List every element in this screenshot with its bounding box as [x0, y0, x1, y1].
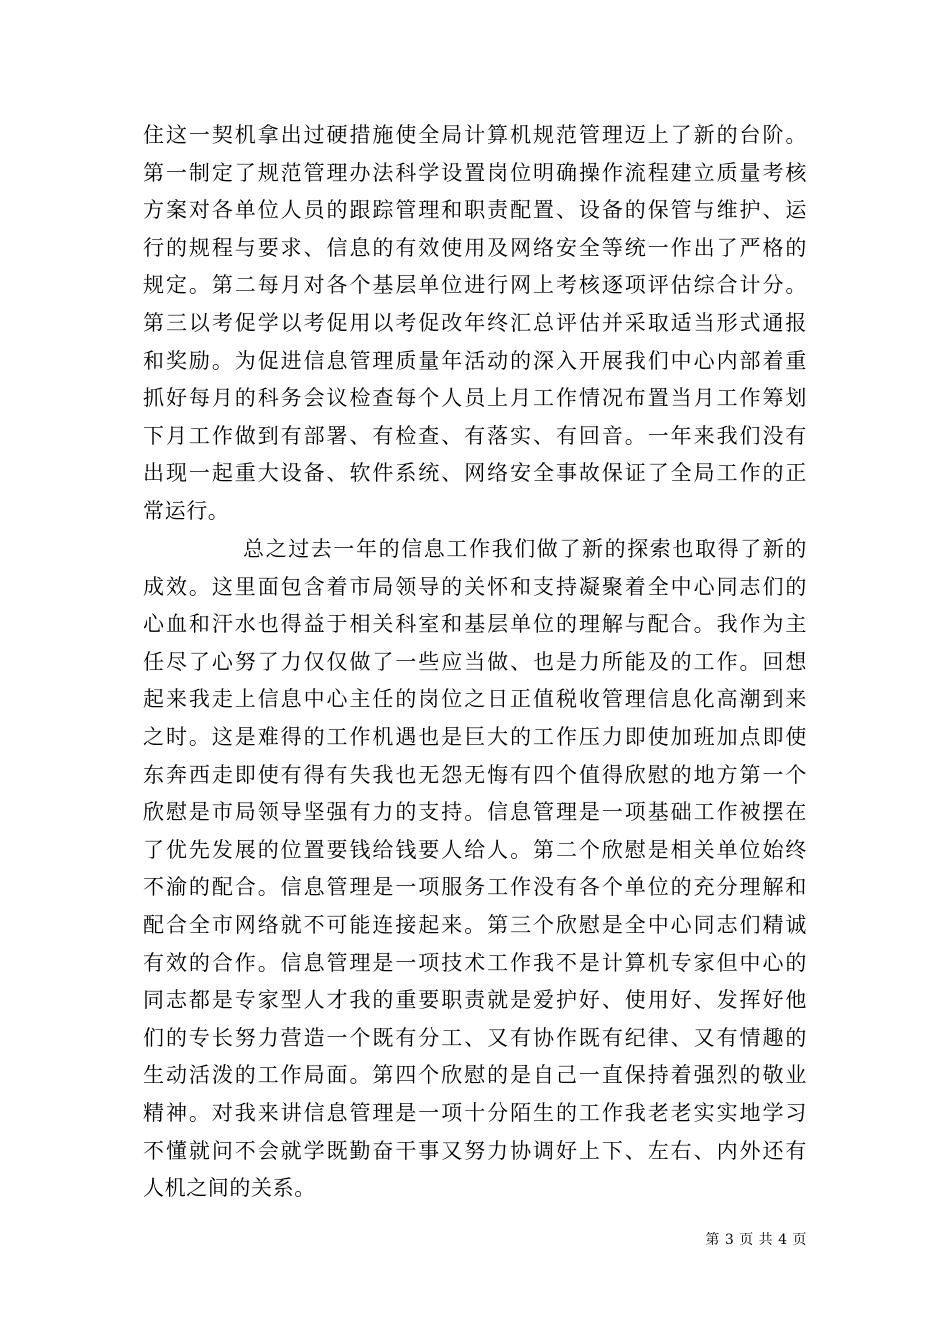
text-line: 东奔西走即使有得有失我也无怨无悔有四个值得欣慰的地方第一个	[143, 762, 807, 787]
text-line: 欣慰是市局领导坚强有力的支持。信息管理是一项基础工作被摆在	[143, 800, 807, 825]
paragraph-2	[143, 531, 807, 1208]
paragraph-1	[143, 117, 807, 531]
text-line: 行的规程与要求、信息的有效使用及网络安全等统一作出了严格的	[143, 235, 807, 260]
text-line: 配合全市网络就不可能连接起来。第三个欣慰是全中心同志们精诚	[143, 912, 807, 937]
text-line: 心血和汗水也得益于相关科室和基层单位的理解与配合。我作为主	[143, 612, 807, 637]
text-line: 任尽了心努了力仅仅做了一些应当做、也是力所能及的工作。回想	[143, 649, 807, 674]
text-line: 起来我走上信息中心主任的岗位之日正值税收管理信息化高潮到来	[143, 687, 807, 712]
text-line: 生动活泼的工作局面。第四个欣慰的是自己一直保持着强烈的敬业	[143, 1063, 807, 1088]
text-line: 人机之间的关系。	[143, 1176, 316, 1201]
text-line: 和奖励。为促进信息管理质量年活动的深入开展我们中心内部着重	[143, 348, 807, 373]
text-line: 出现一起重大设备、软件系统、网络安全事故保证了全局工作的正	[143, 461, 807, 486]
text-line: 同志都是专家型人才我的重要职责就是爱护好、使用好、发挥好他	[143, 988, 807, 1013]
text-line: 不懂就问不会就学既勤奋干事又努力协调好上下、左右、内外还有	[143, 1138, 807, 1163]
page-number-footer: 第 3 页 共 4 页	[705, 1232, 807, 1248]
text-line: 之时。这是难得的工作机遇也是巨大的工作压力即使加班加点即使	[143, 724, 807, 749]
text-line: 不渝的配合。信息管理是一项服务工作没有各个单位的充分理解和	[143, 875, 807, 900]
text-line: 有效的合作。信息管理是一项技术工作我不是计算机专家但中心的	[143, 950, 807, 975]
text-line: 成效。这里面包含着市局领导的关怀和支持凝聚着全中心同志们的	[143, 574, 807, 599]
text-line: 精神。对我来讲信息管理是一项十分陌生的工作我老老实实地学习	[143, 1100, 807, 1125]
text-line: 了优先发展的位置要钱给钱要人给人。第二个欣慰是相关单位始终	[143, 837, 807, 862]
text-line: 第一制定了规范管理办法科学设置岗位明确操作流程建立质量考核	[143, 160, 807, 185]
text-line: 下月工作做到有部署、有检查、有落实、有回音。一年来我们没有	[143, 423, 807, 448]
text-line: 们的专长努力营造一个既有分工、又有协作既有纪律、又有情趣的	[143, 1025, 807, 1050]
text-line-indented: 总之过去一年的信息工作我们做了新的探索也取得了新的	[243, 537, 807, 561]
text-line: 住这一契机拿出过硬措施使全局计算机规范管理迈上了新的台阶。	[143, 123, 807, 147]
text-line: 常运行。	[143, 498, 230, 523]
text-line: 抓好每月的科务会议检查每个人员上月工作情况布置当月工作筹划	[143, 386, 807, 411]
text-line: 规定。第二每月对各个基层单位进行网上考核逐项评估综合计分。	[143, 273, 807, 298]
text-line: 第三以考促学以考促用以考促改年终汇总评估并采取适当形式通报	[143, 310, 807, 335]
text-line: 方案对各单位人员的跟踪管理和职责配置、设备的保管与维护、运	[143, 198, 807, 223]
